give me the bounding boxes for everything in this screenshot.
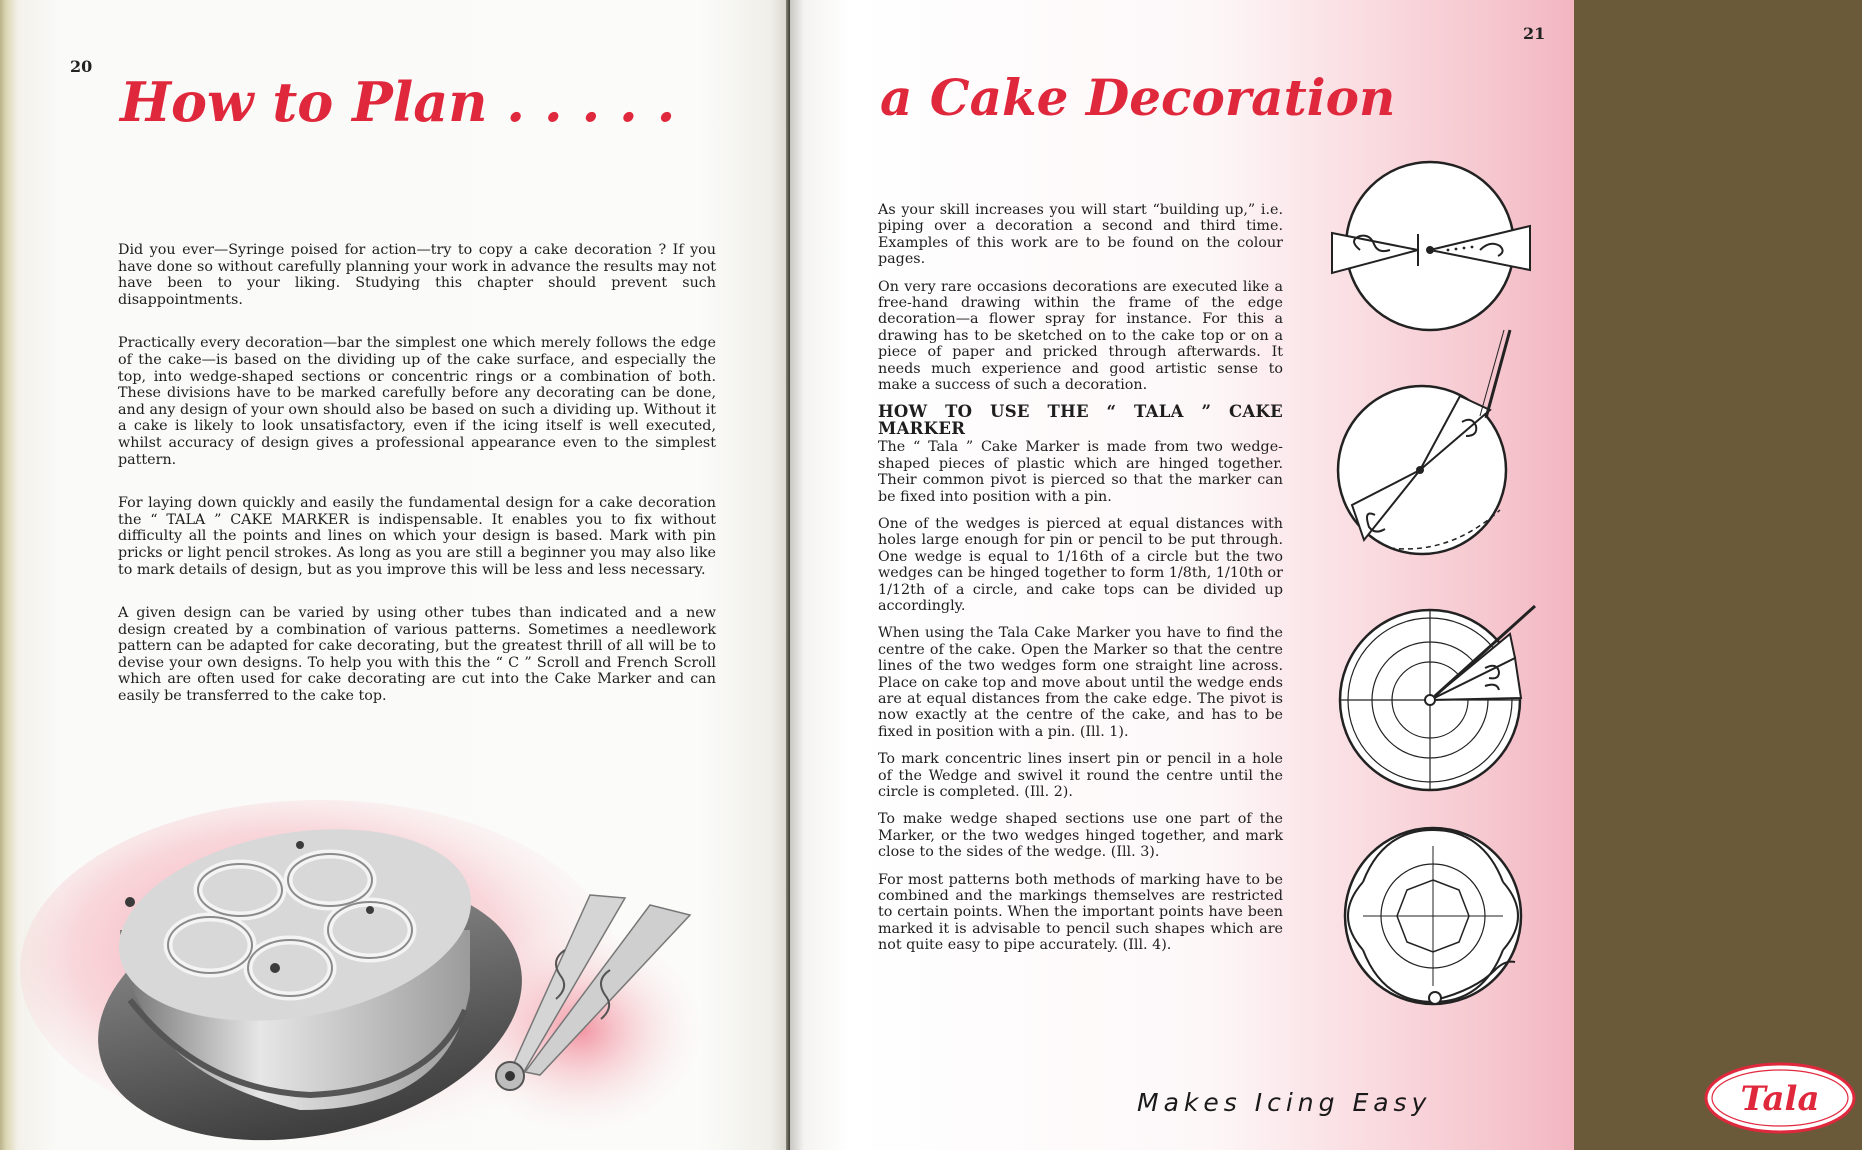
paragraph: To make wedge shaped sections use one part of the Marker, or the two wedges hinged together, and mark close to the sides of the wedge. (Ill. 3). — [878, 811, 1283, 861]
paragraph: For laying down quickly and easily the fundamental design for a cake decoration the “ TALA ” CAKE MARKER is indispensable. It enables you to fix without difficulty all the points and lines on which your design is based. Mark with pin pricks or light pencil strokes. As long as you are still a beginner you may also like to mark details of design, but as you improve this will be less and less necessary. — [118, 495, 716, 578]
illustration-4 — [1343, 820, 1543, 1020]
right-body — [878, 202, 1283, 965]
left-body — [118, 242, 716, 732]
right-page — [790, 0, 1820, 1150]
paragraph: One of the wedges is pierced at equal distances with holes large enough for pin or pencil to be put through. One wedge is equal to 1/16th of a circle but the two wedges can be hinged together to form 1/8th, 1/10th or 1/12th of a circle, and cake tops can be divided up accordingly. — [878, 515, 1283, 614]
page-number-left: 20 — [70, 57, 93, 76]
left-page — [0, 0, 788, 1150]
paragraph: For most patterns both methods of marking have to be combined and the markings themselves are restricted to certain points. When the important points have been marked it is advisable to pencil such shapes which are not quite easy to pipe accurately. (Ill. 4). — [878, 871, 1283, 954]
page-title-right: a Cake Decoration — [880, 68, 1396, 127]
tagline: Makes Icing Easy — [1137, 1088, 1432, 1117]
paragraph: When using the Tala Cake Marker you have to find the centre of the cake. Open the Marker so that the centre lines of the two wedges form one straight line across. Place on cake top and move about until the wedge ends are at equal distances from the cake edge. The pivot is now exactly at the centre of the cake, and has to be fixed in position with a pin. (Ill. 1). — [878, 625, 1283, 740]
paragraph: A given design can be varied by using other tubes than indicated and a new design created by a combination of various patterns. Sometimes a needlework pattern can be adapted for cake decorating, but the greatest thrill of all will be to devise your own designs. To help you with this the “ C ” Scroll and French Scroll which are often used for cake decorating are cut into the Cake Marker and can easily be transferred to the cake top. — [118, 605, 716, 705]
paragraph: To mark concentric lines insert pin or pencil in a hole of the Wedge and swivel it round the centre until the circle is completed. (Ill. 2). — [878, 751, 1283, 800]
tala-logo-text: Tala — [1740, 1079, 1820, 1119]
illustration-1 — [1330, 158, 1535, 333]
page-number-right: 21 — [1523, 24, 1546, 43]
section-heading: HOW TO USE THE “ TALA ” CAKE MARKER — [878, 402, 1283, 438]
paragraph: Practically every decoration—bar the simplest one which merely follows the edge of the cake—is based on the dividing up of the cake surface, and especially the top, into wedge-shaped sections or concentric rings or a combination of both. These divisions have to be marked carefully before any decorating can be done, and any design of your own should also be based on such a dividing up. Without it a cake is likely to look unsatisfactory, even if the icing itself is well executed, whilst accuracy of design gives a professional appearance even to the simplest pattern. — [118, 335, 716, 468]
paragraph: Did you ever—Syringe poised for action—try to copy a cake decoration ? If you have done so without carefully planning your work in advance the results may not have been to your liking. Studying this chapter should prevent such disappointments. — [118, 242, 716, 308]
paragraph: On very rare occasions decorations are executed like a free-hand drawing within the frame of the edge decoration—a flower spray for instance. For this a drawing has to be sketched on to the cake top or on a piece of paper and pricked through afterwards. It needs much experience and good artistic sense to make a success of such a decoration. — [878, 278, 1283, 394]
illustration-2 — [1330, 330, 1535, 560]
page-title-left: How to Plan . . . . . — [120, 70, 676, 134]
paragraph: As your skill increases you will start “building up,” i.e. piping over a decoration a second and third time. Examples of this work are to be found on the colour pages. — [878, 202, 1283, 268]
paragraph: The “ Tala ” Cake Marker is made from two wedge-shaped pieces of plastic which are hinged together. Their common pivot is pierced so that the marker can be fixed into position with a pin. — [878, 439, 1283, 505]
illustration-3 — [1335, 598, 1550, 803]
cake-photo — [70, 810, 690, 1150]
tala-logo — [1702, 1056, 1862, 1136]
